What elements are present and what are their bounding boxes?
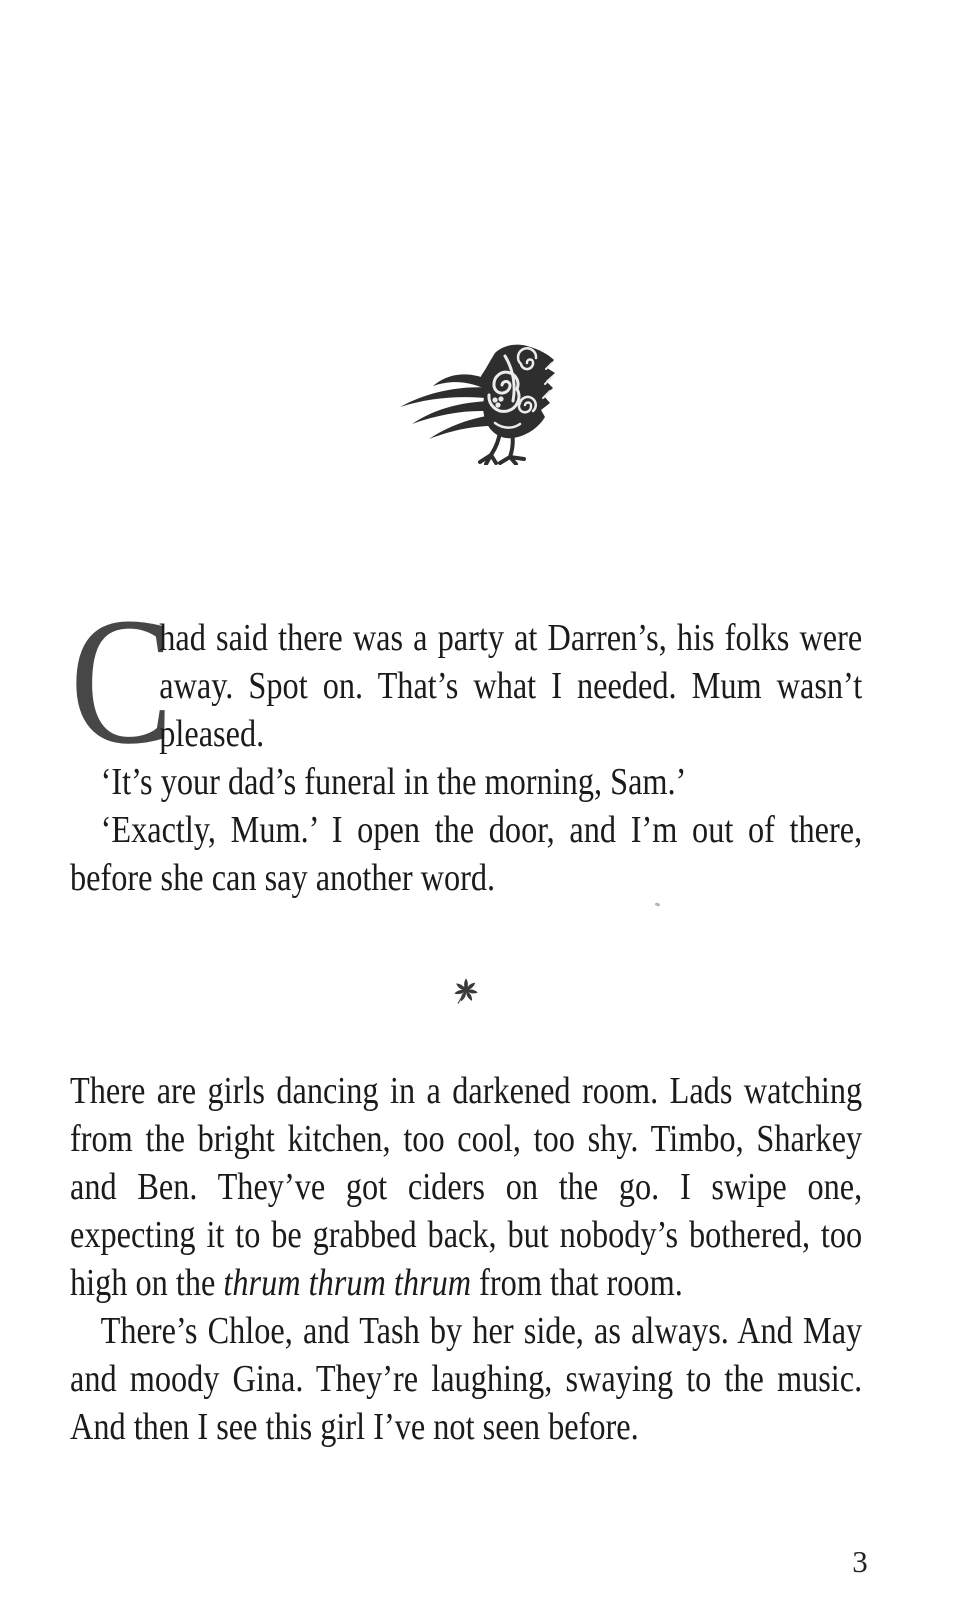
section-divider bbox=[70, 972, 862, 1011]
paragraph-dialogue-1: ‘It’s your dad’s funeral in the morning, Sam.’ bbox=[100, 761, 687, 803]
raven-ornament-icon bbox=[399, 343, 557, 465]
italic-phrase: thrum thrum thrum bbox=[223, 1262, 472, 1304]
page-number: 3 bbox=[852, 1544, 868, 1579]
paragraph-text: There are girls dancing in a darkened room. Lads watching from the bright kitchen, too cool, too shy. Timbo, Sharkey and Ben. They’ve got ciders on the go. I swipe one, expecting it to be grabbed back, but nobody’s bothered, too high on the bbox=[70, 1070, 863, 1304]
paragraph-girls: There’s Chloe, and Tash by her side, as always. And May and moody Gina. They’re laughing, swaying to the music. And then I see this girl I’ve not seen before. bbox=[70, 1310, 863, 1448]
paragraph-dialogue-2: ‘Exactly, Mum.’ I open the door, and I’m out of there, before she can say another word. bbox=[70, 809, 863, 899]
party-section bbox=[70, 1067, 862, 1451]
paragraph-text: had said there was a party at Darren’s, his folks were away. Spot on. That’s what I needed. Mum wasn’t pleased. bbox=[159, 617, 863, 755]
drop-cap-letter: C bbox=[70, 581, 174, 782]
flower-ornament-icon bbox=[448, 972, 484, 1006]
paragraph-party bbox=[70, 1067, 862, 1307]
opening-section bbox=[70, 581, 863, 902]
paragraph-text: from that room. bbox=[471, 1262, 683, 1304]
scan-speck bbox=[655, 902, 661, 906]
